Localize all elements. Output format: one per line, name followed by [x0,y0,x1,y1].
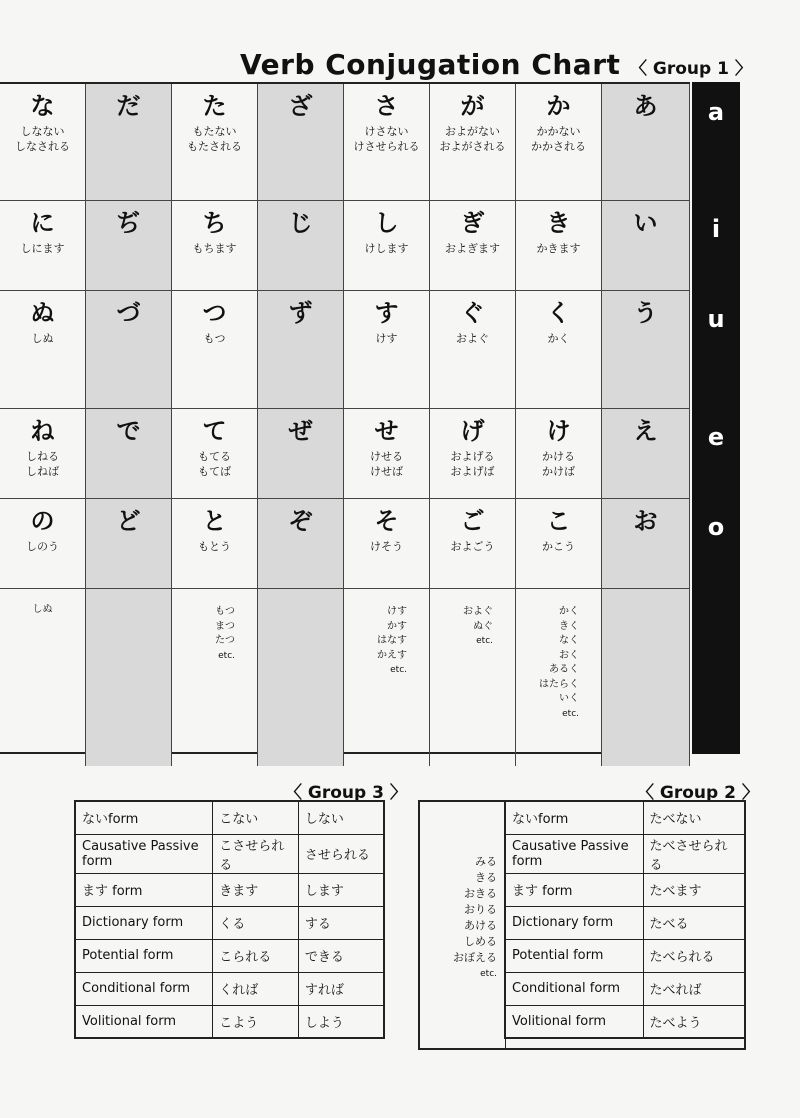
chart-cell [258,84,344,201]
verb-list-item: なく [559,635,579,646]
kana-char: ぐ [460,299,485,327]
kana-char: だ [116,92,141,120]
kana-char: こ [546,507,571,535]
example-verbs [172,124,257,154]
verb-list-item: かえす [377,649,407,661]
chart-cell [0,291,86,409]
example-verbs [430,449,515,479]
verb-list-item: けす [387,606,407,617]
form-name: Volitional form [75,1005,213,1038]
example-verbs [344,539,429,554]
example-verb: かかない [536,125,581,138]
table-row [505,1005,745,1038]
verb-list-item: しぬ [32,604,53,615]
group3-label: 〈 Group 3 〉 [285,783,407,803]
example-verb: しなない [20,125,65,138]
conjugation: くれば [213,972,299,1005]
example-verb: もとう [198,540,231,553]
group2-verb: etc. [480,969,497,979]
kana-char: ぞ [288,507,313,535]
kana-char: き [546,209,571,237]
chart-cell [602,84,690,201]
example-verb: かける [542,450,575,463]
chart-cell [258,409,344,499]
example-verb: しなされる [15,140,70,153]
chart-cell [172,499,258,589]
example-verb: もてる [198,450,231,463]
example-verbs [430,331,515,346]
example-verb: かこう [542,540,575,553]
title-row [0,48,800,82]
conjugation: こない [213,801,299,834]
kana-char: じ [288,209,313,237]
chart-list-cell [430,589,516,766]
verb-list [430,605,515,649]
example-verb: およぎます [445,242,500,255]
kana-char: う [633,299,658,327]
example-verb: けせば [370,465,403,478]
chart-list-cell [0,589,86,766]
chart-cell [86,499,172,589]
verb-list [344,605,429,678]
chart-cell [86,409,172,499]
chart-cell [0,409,86,499]
form-name: Volitional form [505,1005,643,1038]
chart-cell [430,291,516,409]
table-row [75,972,384,1005]
example-verbs [430,539,515,554]
verb-list-item: あるく [549,664,579,675]
chart-list-cell [602,589,690,766]
chart-list-cell [516,589,602,766]
kana-char: け [546,417,571,445]
kana-char: ぬ [30,299,55,327]
conjugation: する [298,906,384,939]
verb-list-item: ぬぐ [473,620,493,632]
example-verbs [344,331,429,346]
verb-list-item: もつ [215,606,235,617]
example-verb: もてば [198,465,231,478]
kana-char: え [633,417,658,445]
chart-cell [516,84,602,201]
form-name: Dictionary form [505,906,643,939]
kana-char: い [633,209,658,237]
chart-cell [602,409,690,499]
example-verbs [0,241,85,256]
chart-cell [430,201,516,291]
conjugation: こられる [213,939,299,972]
example-verbs [516,241,601,256]
verb-list-item: etc. [562,708,579,719]
conjugation: できる [298,939,384,972]
verb-list-item: おく [559,649,579,661]
conjugation: します [298,873,384,906]
kana-char: に [30,209,55,237]
kana-char: づ [116,299,141,327]
example-verb: およげば [450,465,495,478]
chart-cell [0,201,86,291]
kana-char: ね [30,417,55,445]
chart-cell [602,499,690,589]
kana-char: ず [288,299,313,327]
vowel-label: u [707,305,725,333]
example-verbs [430,124,515,154]
example-verb: およがされる [439,140,506,153]
verb-list-item: およぐ [463,606,493,617]
table-row [75,939,384,972]
form-name: Causative Passive form [75,834,213,873]
chart-cell [86,201,172,291]
chart-cell [344,499,430,589]
conjugation: くる [213,906,299,939]
form-name: ないform [505,801,643,834]
example-verbs [0,449,85,479]
chart-cell [516,409,602,499]
chart-cell [0,84,86,201]
conjugation: たべます [643,873,745,906]
group2-verb: しめる [464,935,497,948]
form-name: ないform [75,801,213,834]
example-verb: およぐ [456,332,489,345]
example-verb: かかされる [531,140,586,153]
example-verb: けせる [370,450,403,463]
form-name: Causative Passive form [505,834,643,873]
chart-cell [430,409,516,499]
verb-list [516,605,601,721]
chart-cell [258,201,344,291]
table-row [505,906,745,939]
kana-char: し [374,209,399,237]
conjugation: たべさせられる [643,834,745,873]
conjugation: させられる [298,834,384,873]
chart-cell [602,201,690,291]
example-verb: しねば [26,465,59,478]
group2-verb: みる [475,855,497,868]
kana-char: せ [374,417,399,445]
example-verbs [430,241,515,256]
group2-verb-list [420,802,506,1048]
example-verbs [172,449,257,479]
form-name: Conditional form [75,972,213,1005]
example-verbs [516,331,601,346]
example-verb: しにます [20,242,65,255]
chart-list-cell [344,589,430,766]
conjugation: しよう [298,1005,384,1038]
example-verb: およげる [450,450,495,463]
chart-cell [344,291,430,409]
example-verbs [172,241,257,256]
vowel-label: i [711,215,721,243]
verb-list-item: etc. [218,650,235,661]
chart-list-cell [258,589,344,766]
conjugation: たべよう [643,1005,745,1038]
conjugation: すれば [298,972,384,1005]
form-name: ます form [505,873,643,906]
chart-list-cell [86,589,172,766]
form-name: Potential form [75,939,213,972]
kana-char: ご [460,507,485,535]
example-verbs [0,539,85,554]
group1-chart [0,82,690,754]
example-verb: けす [375,332,398,345]
example-verbs [344,124,429,154]
chart-cell [602,291,690,409]
example-verb: けそう [370,540,403,553]
example-verb: もちます [192,242,237,255]
chart-cell [258,499,344,589]
group2-verb: おぼえる [453,951,497,964]
chart-cell [516,201,602,291]
example-verbs [516,124,601,154]
chart-cell [258,291,344,409]
kana-char: の [30,507,55,535]
kana-char: で [116,417,141,445]
group2-table [504,800,746,1039]
chart-cell [430,84,516,201]
chart-cell [172,291,258,409]
group2-verb: おきる [464,887,497,900]
chart-cell [430,499,516,589]
group3-table [74,800,385,1039]
chart-cell [516,291,602,409]
chart-cell [0,499,86,589]
example-verb: しねる [26,450,59,463]
table-row [505,972,745,1005]
group2-verb: きる [475,871,497,884]
example-verb: もたされる [187,140,242,153]
kana-char: が [460,92,485,120]
chart-list-cell [172,589,258,766]
table-row [75,801,384,834]
table-row [75,906,384,939]
kana-char: ぜ [288,417,313,445]
kana-char: ざ [288,92,313,120]
vowel-label: o [707,513,725,541]
kana-char: あ [633,92,658,120]
vowel-label: e [707,423,725,451]
group1-label: 〈 Group 1 〉 [630,59,752,79]
chart-cell [344,409,430,499]
example-verb: かきます [536,242,581,255]
verb-list-item: たつ [215,635,235,646]
example-verb: かく [547,332,570,345]
group2-verb: あける [464,919,497,932]
verb-list-item: きく [559,620,579,632]
example-verbs [0,124,85,154]
chart-cell [344,201,430,291]
kana-char: す [374,299,399,327]
kana-char: そ [374,507,399,535]
form-name: ます form [75,873,213,906]
form-name: Conditional form [505,972,643,1005]
kana-char: つ [202,299,227,327]
form-name: Dictionary form [75,906,213,939]
example-verb: かけば [542,465,575,478]
verb-list-item: etc. [390,665,407,675]
example-verbs [172,539,257,554]
kana-char: な [30,92,55,120]
example-verbs [344,449,429,479]
kana-char: げ [460,417,485,445]
verb-list [172,605,257,663]
vowel-bar [692,82,740,754]
conjugation: たべる [643,906,745,939]
example-verb: およごう [450,540,495,553]
table-row [505,873,745,906]
example-verb: けします [364,242,409,255]
chart-cell [516,499,602,589]
table-row [75,873,384,906]
conjugation: きます [213,873,299,906]
table-row [505,801,745,834]
kana-char: た [202,92,227,120]
example-verb: けさない [364,125,409,138]
verb-list-item: かく [559,606,579,617]
group2-label: 〈 Group 2 〉 [637,783,759,803]
group2-verb: おりる [464,903,497,916]
verb-list-item: etc. [476,636,493,646]
table-row [75,834,384,873]
chart-cell [86,291,172,409]
kana-char: さ [374,92,399,120]
page-title: Verb Conjugation Chart [240,48,621,81]
conjugation: たべられる [643,939,745,972]
table-row [75,1005,384,1038]
chart-cell [172,201,258,291]
verb-list-item: かす [387,620,407,632]
kana-char: ち [202,209,227,237]
kana-char: ぢ [116,209,141,237]
table-row [505,834,745,873]
example-verbs [516,539,601,554]
example-verbs [516,449,601,479]
example-verb: しのう [26,540,59,553]
verb-list-item: いく [559,693,579,704]
chart-cell [172,84,258,201]
example-verb: およがない [445,125,500,138]
kana-char: か [546,92,571,120]
conjugation: こさせられる [213,834,299,873]
chart-cell [86,84,172,201]
kana-char: と [202,507,227,535]
example-verb: もつ [203,332,226,345]
example-verb: もたない [192,125,237,138]
example-verbs [172,331,257,346]
kana-char: ど [116,507,141,535]
vowel-label: a [707,98,725,126]
kana-char: ぎ [460,209,485,237]
kana-char: く [546,299,571,327]
conjugation: たべない [643,801,745,834]
example-verb: けさせられる [353,140,420,153]
table-row [505,939,745,972]
verb-list [0,603,85,618]
form-name: Potential form [505,939,643,972]
example-verbs [0,331,85,346]
verb-list-item: はなす [377,635,407,646]
kana-char: お [633,507,658,535]
verb-list-item: はたらく [539,678,579,690]
conjugation: こよう [213,1005,299,1038]
example-verb: しぬ [31,332,54,345]
verb-list-item: まつ [215,620,235,632]
conjugation: しない [298,801,384,834]
conjugation: たべれば [643,972,745,1005]
chart-cell [172,409,258,499]
kana-char: て [202,417,227,445]
chart-cell [344,84,430,201]
example-verbs [344,241,429,256]
